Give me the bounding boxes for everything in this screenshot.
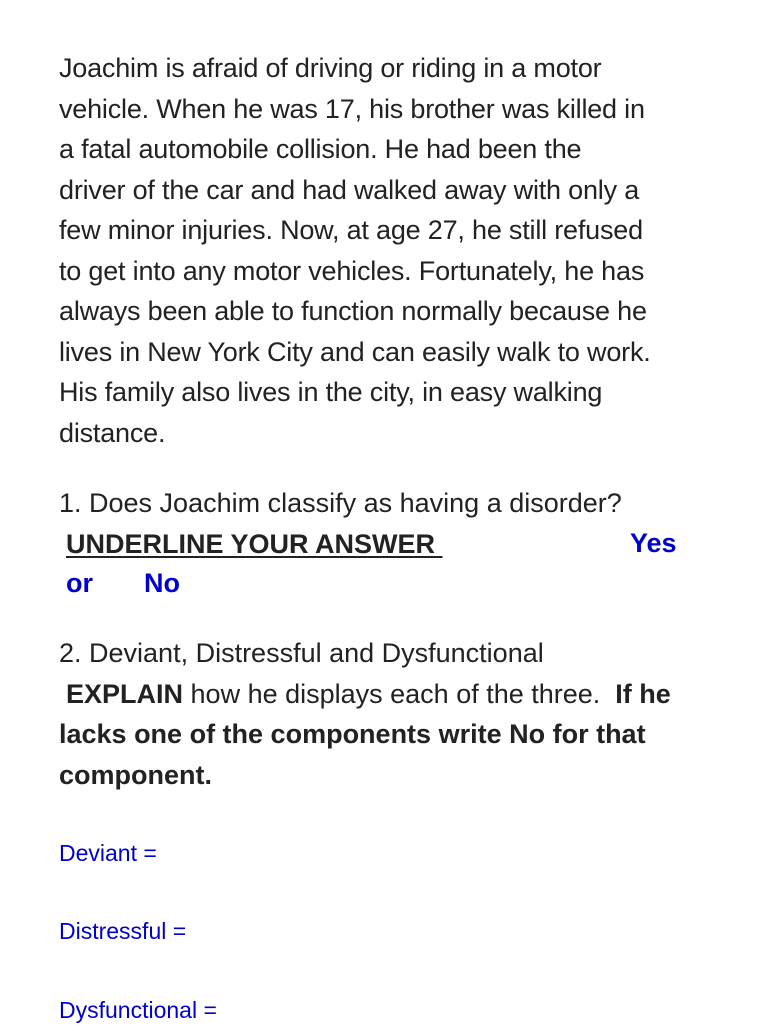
question-1-prompt: 1. Does Joachim classify as having a disorder? bbox=[59, 488, 622, 518]
instruction-bold-line: lacks one of the components write No for that bbox=[59, 719, 646, 749]
answer-no-option[interactable]: No bbox=[144, 568, 180, 598]
scenario-line: distance. bbox=[59, 417, 166, 448]
scenario-line: to get into any motor vehicles. Fortunately, he has bbox=[59, 255, 645, 286]
question-2-title: 2. Deviant, Distressful and Dysfunctional bbox=[59, 638, 544, 668]
scenario-line: vehicle. When he was 17, his brother was killed in bbox=[59, 93, 645, 124]
instruction-bold: If he bbox=[615, 678, 671, 709]
scenario-line: lives in New York City and can easily walk to work. bbox=[59, 336, 651, 367]
answer-yes-option[interactable]: Yes bbox=[630, 528, 677, 558]
answer-options-row bbox=[66, 563, 180, 604]
explain-text: how he displays each of the three. bbox=[183, 678, 616, 709]
scenario-line: always been able to function normally because he bbox=[59, 296, 647, 326]
instruction-bold-line: component. bbox=[59, 759, 212, 790]
scenario-paragraph bbox=[59, 48, 749, 453]
question-2 bbox=[59, 633, 759, 795]
answer-or-label: or bbox=[66, 568, 93, 598]
scenario-line: Joachim is afraid of driving or riding in a motor bbox=[59, 53, 602, 83]
deviant-answer-field[interactable]: Deviant = bbox=[59, 840, 157, 866]
scenario-line: driver of the car and had walked away with only a bbox=[59, 174, 640, 205]
scenario-line: few minor injuries. Now, at age 27, he still refused bbox=[59, 215, 643, 245]
underline-instruction: UNDERLINE YOUR ANSWER bbox=[66, 528, 443, 559]
dysfunctional-answer-field[interactable]: Dysfunctional = bbox=[59, 997, 217, 1023]
scenario-line: His family also lives in the city, in easy walking bbox=[59, 377, 603, 407]
question-2-instructions bbox=[59, 674, 759, 715]
scenario-line: a fatal automobile collision. He had been the bbox=[59, 134, 582, 164]
explain-keyword: EXPLAIN bbox=[66, 678, 184, 709]
distressful-answer-field[interactable]: Distressful = bbox=[59, 918, 187, 944]
